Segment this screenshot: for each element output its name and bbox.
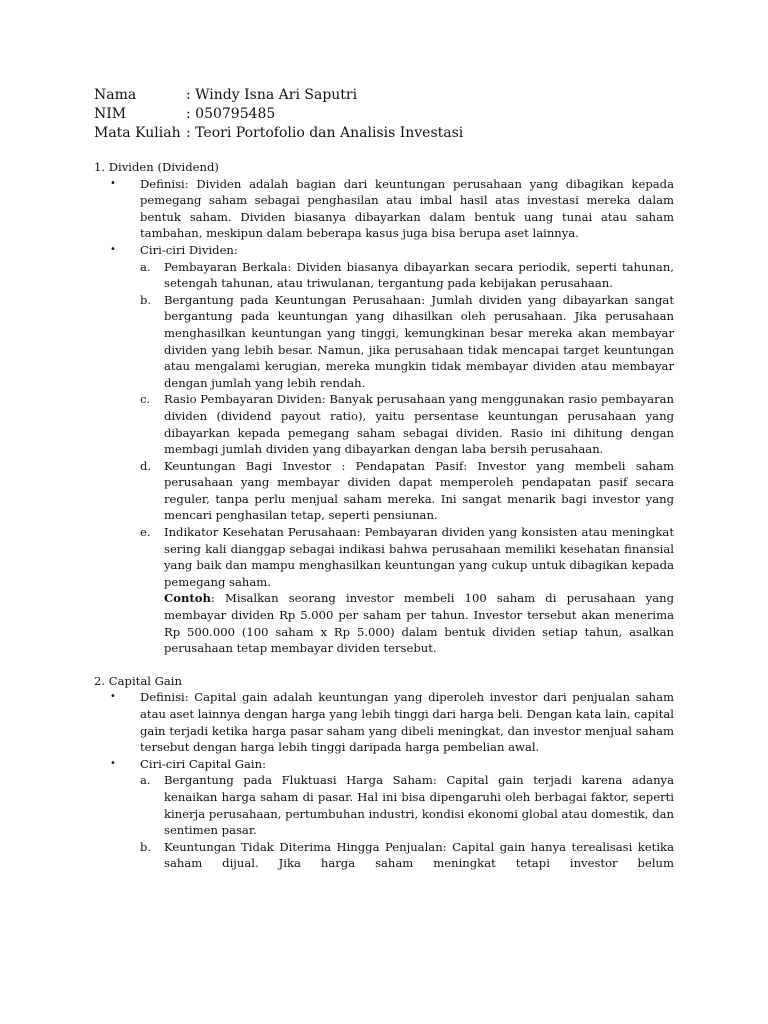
bullet-ciri	[110, 242, 674, 259]
ciri-title: Ciri-ciri Dividen:	[140, 242, 238, 257]
list-marker: a.	[140, 773, 151, 788]
bullet-icon: •	[110, 177, 116, 189]
info-row-nim	[94, 105, 674, 124]
list-item	[140, 772, 674, 838]
list-marker: c.	[140, 392, 151, 407]
section-dividen	[94, 159, 674, 657]
info-value: : 050795485	[186, 106, 276, 122]
list-item	[140, 391, 674, 457]
info-key: Nama	[94, 87, 137, 103]
section-capital-gain	[94, 673, 674, 872]
contoh-text: : Misalkan seorang investor membeli 100 saham di perusahaan yang membayar dividen Rp 5.000 per saham per tahun. Investor tersebut akan menerima Rp 500.000 (100 saham x Rp 5.000) dalam bentuk dividen setiap tahun, asalkan perusahaan tetap membayar dividen tersebut.	[164, 591, 674, 656]
list-text: Bergantung pada Fluktuasi Harga Saham: Capital gain terjadi karena adanya kenaikan harga saham di pasar. Hal ini bisa dipengaruhi oleh berbagai faktor, seperti kinerja perusahaan, pertumbuhan industri, kondisi ekonomi global atau domestik, dan sentimen pasar.	[164, 773, 674, 838]
list-marker: b.	[140, 292, 152, 307]
list-text: Rasio Pembayaran Dividen: Banyak perusahaan yang menggunakan rasio pembayaran dividen (dividend payout ratio), yaitu persentase keuntungan perusahaan yang dibayarkan kepada pemegang saham sebagai dividen. Rasio ini dihitung dengan membagi jumlah dividen yang dibayarkan dengan laba bersih perusahaan.	[164, 392, 674, 457]
student-info	[94, 86, 674, 143]
section-title: 1. Dividen (Dividend)	[94, 160, 219, 174]
info-row-nama	[94, 86, 674, 105]
info-value: : Teori Portofolio dan Analisis Investasi	[186, 125, 464, 141]
list-item	[140, 292, 674, 392]
bullet-definisi	[110, 689, 674, 755]
contoh-paragraph	[164, 590, 674, 656]
bullet-ciri	[110, 756, 674, 773]
bullet-icon: •	[110, 691, 116, 703]
info-value: : Windy Isna Ari Saputri	[186, 87, 358, 103]
list-text: Indikator Kesehatan Perusahaan: Pembayaran dividen yang konsisten atau meningkat sering kali dianggap sebagai indikasi bahwa perusahaan memiliki kesehatan finansial yang baik dan mampu menghasilkan keuntungan yang cukup untuk dibagikan kepada pemegang saham.	[164, 525, 674, 589]
list-text: Keuntungan Bagi Investor : Pendapatan Pasif: Investor yang membeli saham perusahaan yang membayar dividen dapat memperoleh pendapatan pasif secara reguler, tanpa perlu menjual saham mereka. Ini sangat menarik bagi investor yang mencari penghasilan tetap, seperti pensiunan.	[164, 458, 674, 523]
info-row-mata-kuliah	[94, 124, 674, 143]
definisi-text: Definisi: Dividen adalah bagian dari keuntungan perusahaan yang dibagikan kepada pemegang saham sebagai penghasilan atau imbal hasil atas investasi mereka dalam bentuk saham. Dividen biasanya dibayarkan dalam bentuk uang tunai atau saham tambahan, meskipun dalam beberapa kasus juga bisa berupa aset lainnya.	[140, 176, 674, 241]
list-text: Pembayaran Berkala: Dividen biasanya dibayarkan secara periodik, seperti tahunan, setengah tahunan, atau triwulanan, tergantung pada kebijakan perusahaan.	[164, 259, 674, 291]
section-title: 2. Capital Gain	[94, 673, 182, 688]
list-text: Keuntungan Tidak Diterima Hingga Penjualan: Capital gain hanya terealisasi ketika saham dijual. Jika harga saham meningkat tetapi investor belum	[164, 839, 674, 871]
list-marker: e.	[140, 525, 151, 540]
bullet-definisi	[110, 176, 674, 242]
bullet-icon: •	[110, 243, 116, 255]
list-marker: b.	[140, 839, 152, 854]
ciri-title: Ciri-ciri Capital Gain:	[140, 756, 267, 771]
list-text: Bergantung pada Keuntungan Perusahaan: Jumlah dividen yang dibayarkan sangat bergantung pada keuntungan yang dihasilkan oleh perusahaan. Jika perusahaan menghasilkan keuntungan yang tinggi, kemungkinan besar mereka akan membayar dividen yang lebih besar. Namun, jika perusahaan tidak mencapai target keuntungan atau mengalami kerugian, mereka mungkin tidak membayar dividen atau membayar dengan jumlah yang lebih rendah.	[164, 292, 674, 390]
list-item	[140, 458, 674, 524]
list-item	[140, 524, 674, 590]
info-key: NIM	[94, 106, 127, 122]
info-key: Mata Kuliah	[94, 125, 181, 141]
list-marker: a.	[140, 259, 151, 274]
bullet-icon: •	[110, 757, 116, 769]
list-item	[140, 839, 674, 872]
contoh-label: Contoh	[164, 591, 211, 606]
list-marker: d.	[140, 458, 152, 473]
list-item	[140, 259, 674, 292]
definisi-text: Definisi: Capital gain adalah keuntungan yang diperoleh investor dari penjualan saham atau aset lainnya dengan harga yang lebih tinggi dari harga beli. Dengan kata lain, capital gain terjadi ketika harga pasar saham yang dibeli meningkat, dan investor menjual saham tersebut dengan harga lebih tinggi daripada harga pembelian awal.	[140, 690, 674, 755]
